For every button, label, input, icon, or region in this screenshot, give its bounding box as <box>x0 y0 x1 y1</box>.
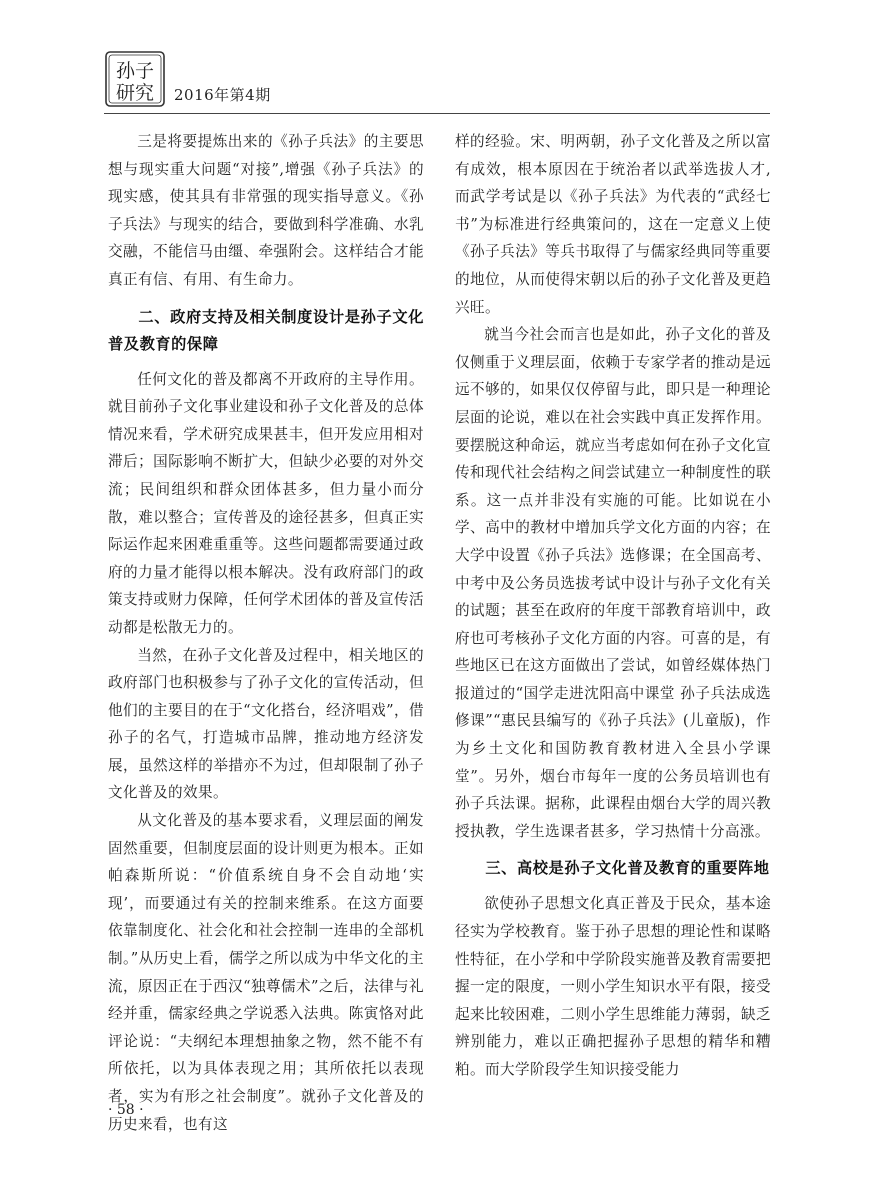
paragraph: 从文化普及的基本要求看，义理层面的阐发固然重要，但制度层面的设计则更为根本。正如帕森斯所说：“价值系统自身不会自动地‘实现’，而要通过有关的控制来维系。在这方面要依靠制度化、社会化和社会控制一连串的全部机制。”从历史上看，儒学之所以成为中华文化的主流，原因正在于西汉“独尊儒术”之后，法律与礼经并重，儒家经典之学说悉入法典。陈寅恪对此评论说：“夫纲纪本理想抽象之物，然不能不有所依托，以为具体表现之用；其所依托以表现者，实为有形之社会制度”。就孙子文化普及的历史来看，也有这 <box>108 812 424 1133</box>
right-column <box>455 128 771 1084</box>
svg-text:研究: 研究 <box>115 82 155 104</box>
header-rule <box>104 113 770 114</box>
paragraph: 三是将要提炼出来的《孙子兵法》的主要思想与现实重大问题“对接”,增强《孙子兵法》的现实感，使其具有非常强的现实指导意义。《孙子兵法》与现实的结合，要做到科学准确、水乳交融，不能信马由缰、牵强附会。这样结合才能真正有信、有用、有生命力。 <box>108 133 424 288</box>
issue-label: 2016年第4期 <box>174 86 271 104</box>
paragraph: 当然，在孙子文化普及过程中，相关地区的政府部门也积极参与了孙子文化的宣传活动，但他们的主要目的在于“文化搭台，经济唱戏”，借孙子的名气，打造城市品牌，推动地方经济发展，虽然这样的举措亦不为过，但却限制了孙子文化普及的效果。 <box>108 646 424 802</box>
paragraph: 欲使孙子思想文化真正普及于民众，基本途径实为学校教育。鉴于孙子思想的理论性和谋略性特征，在小学和中学阶段实施普及教育需要把握一定的限度，一则小学生知识水平有限，接受起来比较困难，二则小学生思维能力薄弱，缺乏辨别能力，难以正确把握孙子思想的精华和糟粕。而大学阶段学生知识接受能力 <box>455 895 771 1078</box>
journal-logo <box>104 50 166 108</box>
page-header <box>104 48 770 116</box>
section-heading-3: 三、高校是孙子文化普及教育的重要阵地 <box>485 859 770 878</box>
paragraph: 样的经验。宋、明两朝，孙子文化普及之所以富有成效，根本原因在于统治者以武举选拔人才,而武学考试是以《孙子兵法》为代表的“武经七书”为标准进行经典策问的，这在一定意义上使《孙子兵法》等兵书取得了与儒家经典同等重要的地位，从而使得宋朝以后的孙子文化普及更趋兴旺。 <box>455 133 771 316</box>
page-number: · 58 · <box>108 1102 144 1118</box>
section-heading-2: 二、政府支持及相关制度设计是孙子文化普及教育的保障 <box>108 307 424 353</box>
left-column <box>108 128 424 1138</box>
paragraph: 任何文化的普及都离不开政府的主导作用。就目前孙子文化事业建设和孙子文化普及的总体情况来看，学术研究成果甚丰，但开发应用相对滞后；国际影响不断扩大，但缺少必要的对外交流；民间组织和群众团体甚多，但力量小而分散，难以整合；宣传普及的途径甚多，但真正实际运作起来困难重重等。这些问题都需要通过政府的力量才能得以根本解决。没有政府部门的政策支持或财力保障，任何学术团体的普及宣传活动都是松散无力的。 <box>108 370 424 636</box>
paragraph: 就当今社会而言也是如此，孙子文化的普及仅侧重于义理层面，依赖于专家学者的推动是远远不够的，如果仅仅停留与此，即只是一种理论层面的论说，难以在社会实践中真正发挥作用。要摆脱这种命运，就应当考虑如何在孙子文化宣传和现代社会结构之间尝试建立一种制度性的联系。这一点并非没有实施的可能。比如说在小学、高中的教材中增加兵学文化方面的内容；在大学中设置《孙子兵法》选修课；在全国高考、中考中及公务员选拔考试中设计与孙子文化有关的试题；甚至在政府的年度干部教育培训中，政府也可考核孙子文化方面的内容。可喜的是，有些地区已在这方面做出了尝试，如曾经媒体热门报道过的“国学走进沈阳高中课堂 孙子兵法成选修课”“惠民县编写的《孙子兵法》(儿童版)，作为乡土文化和国防教育教材进入全县小学课堂”。另外，烟台市每年一度的公务员培训也有孙子兵法课。据称，此课程由烟台大学的周兴教授执教，学生选课者甚多，学习热情十分高涨。 <box>455 326 771 840</box>
svg-text:孙子: 孙子 <box>115 60 155 82</box>
